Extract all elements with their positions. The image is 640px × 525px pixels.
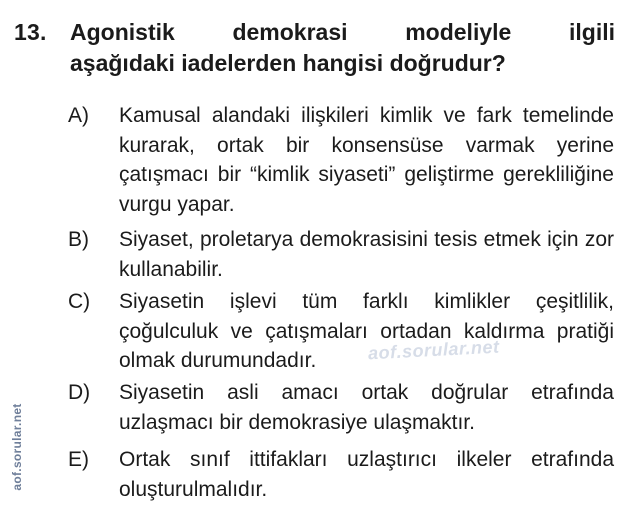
option-d-text: Siyasetin asli amacı ortak doğrular etrafında uzlaşmacı bir demokrasiye ulaşmaktır. — [119, 381, 614, 434]
question-number: 13. — [14, 19, 47, 45]
option-c-letter: C) — [68, 290, 91, 313]
option-a-text: Kamusal alandaki ilişkileri kimlik ve fark temelinde kurarak, ortak bir konsensüse varmak yerine çatışmacı bir “kimlik siyaseti” geliştirme gerekliliğine vurgu yapar. — [119, 104, 614, 216]
question-stem — [70, 17, 615, 79]
question-stem-line-2: aşağıdaki iadelerden hangisi doğrudur? — [70, 50, 506, 76]
option-b-letter: B) — [68, 228, 89, 251]
option-e-text: Ortak sınıf ittifakları uzlaştırıcı ilkeler etrafında oluşturulmalıdır. — [119, 448, 614, 501]
option-d-letter: D) — [68, 381, 91, 404]
option-a-letter: A) — [68, 104, 89, 127]
question-stem-line-1: Agonistik demokrasi modeliyle ilgili — [70, 19, 615, 45]
watermark-vertical: aof.sorular.net — [10, 403, 24, 491]
option-e-letter: E) — [68, 448, 89, 471]
option-c-text: Siyasetin işlevi tüm farklı kimlikler çeşitlilik, çoğulculuk ve çatışmaları ortadan kaldırma pratiği olmak durumundadır. — [119, 290, 614, 372]
option-b-text: Siyaset, proletarya demokrasisini tesis etmek için zor kullanabilir. — [119, 228, 614, 281]
watermark-center: aof.sorular.net — [367, 336, 500, 364]
